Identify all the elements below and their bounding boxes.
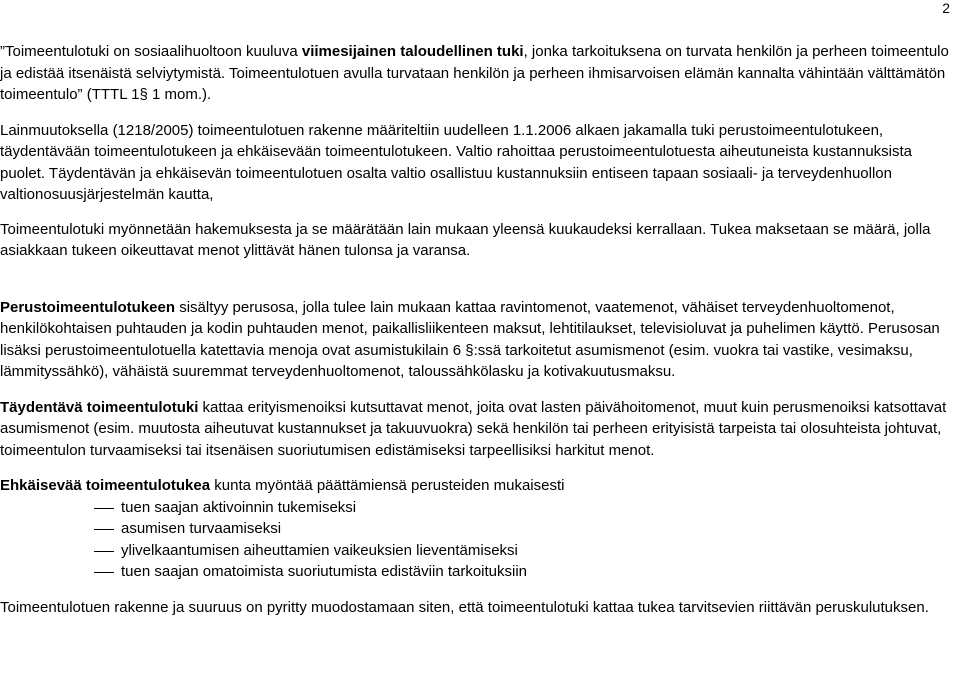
preventive-support-paragraph — [0, 475, 950, 497]
list-item: asumisen turvaamiseksi — [0, 518, 950, 540]
intro-text-end: , jonka tarkoituksena on turvata henkilön ja perheen toimeentulo ja edistää itsenäistä selviytymistä. Toimeentulotuen avulla turvataan henkilön ja perheen ihmisarvoisen elämän kannalta vähintään välttämätön toimeentulo” (TTTL 1§ 1 mom.). — [0, 43, 949, 103]
preventive-support-text: kunta myöntää päättämiensä perusteiden mukaisesti — [210, 477, 565, 494]
supplementary-support-term: Täydentävä toimeentulotuki — [0, 398, 199, 416]
granting-paragraph: Toimeentulotuki myönnetään hakemuksesta ja se määrätään lain mukaan yleensä kuukaudeksi kerrallaan. Tukea maksetaan se määrä, jolla asiakkaan tukeen oikeuttavat menot ylittävät hänen tulonsa ja varansa. — [0, 220, 931, 259]
supplementary-support-paragraph — [0, 397, 950, 462]
closing-paragraph: Toimeentulotuen rakenne ja suuruus on pyritty muodostamaan siten, että toimeentulotuki kattaa tukea tarvitsevien riittävän peruskulutuksen. — [0, 598, 929, 616]
basic-support-paragraph — [0, 297, 950, 383]
dash-bullet-icon — [94, 572, 114, 573]
list-item: tuen saajan aktivoinnin tukemiseksi — [0, 497, 950, 519]
document-body — [0, 41, 950, 618]
law-change-paragraph: Lainmuutoksella (1218/2005) toimeentulotuen rakenne määriteltiin uudelleen 1.1.2006 alkaen jakamalla tuki perustoimeentulotukeen, täydentävään toimeentulotukeen ja ehkäisevään toimeentulotukeen. Valtio rahoittaa perustoimeentulotuesta aiheutuneista kustannuksista puolet. Täydentävän ja ehkäisevän toimeentulotuen osalta valtio osallistuu kustannuksiin entiseen tapaan sosiaali- ja terveydenhuollon valtionosuusjärjestelmän kautta, — [0, 121, 912, 203]
dash-bullet-icon — [94, 529, 114, 530]
supplementary-support-text: kattaa erityismenoiksi kutsuttavat menot, joita ovat lasten päivähoitomenot, muut kuin perusmenoiksi katsottavat asumismenot (esim. muutosta aiheutuvat kustannukset ja takuuvuokra) sekä henkilön tai perheen erityisistä tarpeista tai olosuhteista johtuvat, toimeentulon turvaamiseksi tai itsenäisen suoriutumisen edistämiseksi tarpeellisiksi harkitut menot. — [0, 398, 947, 459]
list-item: tuen saajan omatoimista suoriutumista edistäviin tarkoituksiin — [0, 561, 950, 583]
preventive-support-list — [0, 497, 950, 583]
preventive-support-term: Ehkäisevää toimeentulotukea — [0, 477, 211, 494]
dash-bullet-icon — [94, 508, 114, 509]
intro-bold-phrase: viimesijainen taloudellinen tuki — [301, 43, 524, 60]
intro-paragraph — [0, 41, 950, 106]
basic-support-term: Perustoimeentulotukeen — [0, 298, 176, 316]
basic-support-text: sisältyy perusosa, jolla tulee lain mukaan kattaa ravintomenot, vaatemenot, vähäiset terveydenhuoltomenot, henkilökohtaisen puhtauden ja kodin puhtauden menot, paikallisliikenteen maksut, lehtitilaukset, televisioluvat ja puhelimen käyttö. Perusosan lisäksi perustoimeentulotuella katettavia menoja ovat asumistukilain 6 §:ssä tarkoitetut asumismenot (esim. vuokra tai vastike, vesimaksu, lämmityssähkö), vähäistä suuremmat terveydenhuoltomenot, taloussähkölasku ja kotivakuutusmaksu. — [0, 298, 940, 380]
list-item: ylivelkaantumisen aiheuttamien vaikeuksien lieventämiseksi — [0, 540, 950, 562]
page-number: 2 — [942, 0, 950, 16]
dash-bullet-icon — [94, 551, 114, 552]
intro-text-start: ”Toimeentulotuki on sosiaalihuoltoon kuuluva — [0, 43, 302, 60]
